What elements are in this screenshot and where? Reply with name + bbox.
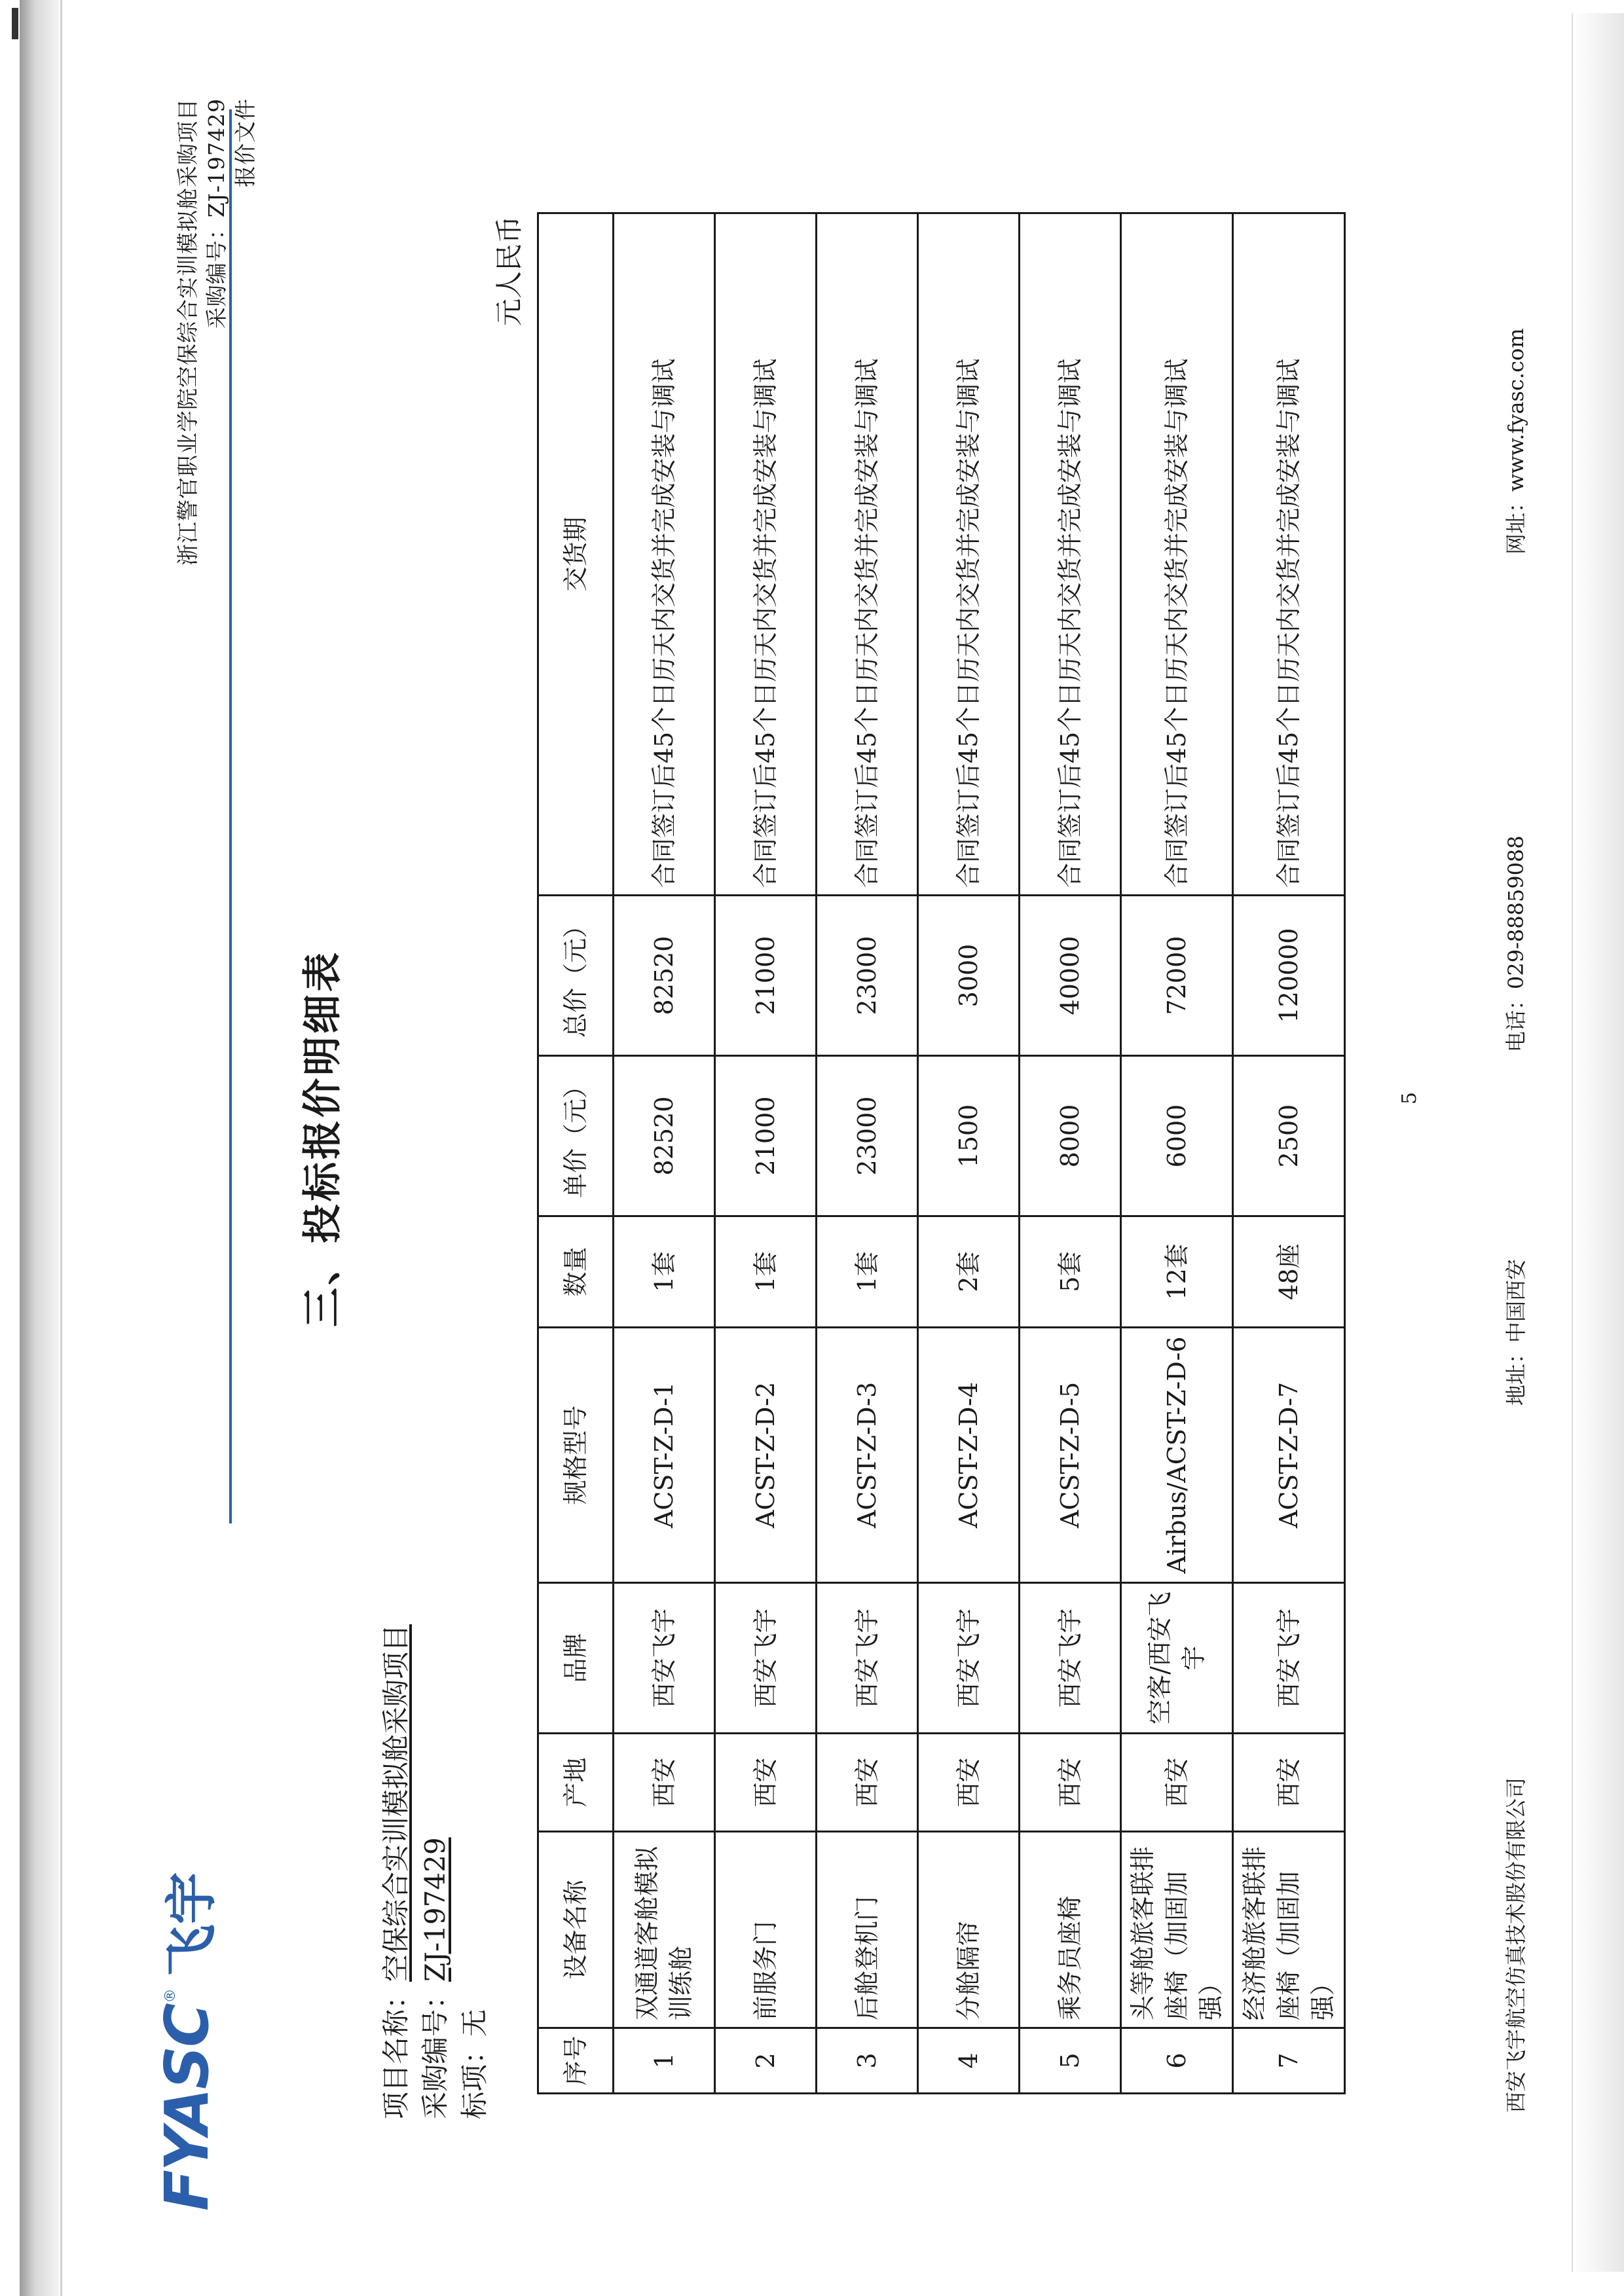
table-cell: ACST-Z-D-7 — [1233, 1328, 1345, 1583]
table-cell: 5套 — [1020, 1216, 1121, 1328]
table-cell: 前服务门 — [715, 1832, 817, 2028]
table-cell: ACST-Z-D-5 — [1020, 1328, 1121, 1583]
table-cell: 72000 — [1121, 896, 1233, 1056]
currency-unit: 元人民币 — [493, 216, 525, 327]
table-cell: 合同签订后45个日历天内交货并完成安装与调试 — [817, 213, 918, 896]
table-cell: 82520 — [614, 896, 715, 1056]
page-number: 5 — [1398, 1091, 1421, 1104]
table-cell: 合同签订后45个日历天内交货并完成安装与调试 — [1121, 213, 1233, 896]
table-cell: 3000 — [918, 896, 1020, 1056]
table-row — [715, 213, 817, 2094]
col-header: 设备名称 — [538, 1832, 614, 2028]
table-cell: 1套 — [817, 1216, 918, 1328]
header-doc-type: 报价文件 — [232, 98, 258, 187]
footer-address: 地址：中国西安 — [1504, 1258, 1528, 1406]
table-cell: 西安飞宇 — [1233, 1583, 1345, 1734]
table-cell: 乘务员座椅 — [1020, 1832, 1121, 2028]
table-cell: 4 — [918, 2028, 1020, 2094]
table-row — [1233, 213, 1345, 2094]
table-cell: 3 — [817, 2028, 918, 2094]
logo-chinese-name: 飞宇 — [160, 1872, 222, 1977]
table-row — [918, 213, 1020, 2094]
procurement-code-value: ZJ-197429 — [419, 1837, 451, 1982]
table-cell: ACST-Z-D-2 — [715, 1328, 817, 1583]
header-project: 浙江警官职业学院空保综合实训模拟舱采购项目 — [175, 98, 200, 566]
table-cell: 西安 — [1233, 1734, 1345, 1832]
col-header: 规格型号 — [538, 1328, 614, 1583]
col-header: 单价（元） — [538, 1056, 614, 1216]
table-cell: 合同签订后45个日历天内交货并完成安装与调试 — [715, 213, 817, 896]
table-cell: 48座 — [1233, 1216, 1345, 1328]
table-cell: 5 — [1020, 2028, 1121, 2094]
table-header-row — [538, 213, 614, 2094]
table-cell: 空客/西安飞宇 — [1121, 1583, 1233, 1734]
table-row — [817, 213, 918, 2094]
table-cell: 2套 — [918, 1216, 1020, 1328]
table-cell: Airbus/ACST-Z-D-6 — [1121, 1328, 1233, 1583]
table-cell: ACST-Z-D-1 — [614, 1328, 715, 1583]
table-cell: 23000 — [817, 896, 918, 1056]
table-cell: 后舱登机门 — [817, 1832, 918, 2028]
table-row — [1020, 213, 1121, 2094]
table-cell: 40000 — [1020, 896, 1121, 1056]
procurement-code-label: 采购编号： — [419, 1981, 451, 2119]
table-cell: 西安飞宇 — [817, 1583, 918, 1734]
header-divider — [229, 109, 232, 1523]
table-cell: ACST-Z-D-3 — [817, 1328, 918, 1583]
header-code: 采购编号：ZJ-197429 — [204, 98, 229, 329]
col-header: 总价（元） — [538, 896, 614, 1056]
col-header: 序号 — [538, 2028, 614, 2094]
table-cell: 西安飞宇 — [1020, 1583, 1121, 1734]
table-cell: 82520 — [614, 1056, 715, 1216]
table-cell: 合同签订后45个日历天内交货并完成安装与调试 — [918, 213, 1020, 896]
table-cell: 合同签订后45个日历天内交货并完成安装与调试 — [1233, 213, 1345, 896]
table-cell: 合同签订后45个日历天内交货并完成安装与调试 — [614, 213, 715, 896]
table-cell: 1套 — [715, 1216, 817, 1328]
table-cell: ACST-Z-D-4 — [918, 1328, 1020, 1583]
footer-company: 西安飞宇航空仿真技术股份有限公司 — [1504, 1777, 1528, 2113]
project-name-value: 空保综合实训模拟舱采购项目 — [380, 1624, 412, 1982]
table-cell: 8000 — [1020, 1056, 1121, 1216]
col-header: 交货期 — [538, 213, 614, 896]
footer-website: 网址：www.fyasc.com — [1504, 328, 1528, 555]
table-cell: 2500 — [1233, 1056, 1345, 1216]
table-cell: 分舱隔帘 — [918, 1832, 1020, 2028]
table-cell: 7 — [1233, 2028, 1345, 2094]
table-cell: 6000 — [1121, 1056, 1233, 1216]
project-meta — [377, 1624, 494, 2119]
logo-registered-mark: ® — [162, 1988, 179, 2003]
table-cell: 6 — [1121, 2028, 1233, 2094]
table-cell: 西安 — [1020, 1734, 1121, 1832]
table-cell: 21000 — [715, 1056, 817, 1216]
col-header: 产地 — [538, 1734, 614, 1832]
footer-phone: 电话：029-88859088 — [1504, 835, 1528, 1052]
table-cell: 西安飞宇 — [614, 1583, 715, 1734]
table-cell: 西安 — [817, 1734, 918, 1832]
table-row — [614, 213, 715, 2094]
col-header: 品牌 — [538, 1583, 614, 1734]
table-cell: 西安飞宇 — [715, 1583, 817, 1734]
table-cell: 西安 — [614, 1734, 715, 1832]
col-header: 数量 — [538, 1216, 614, 1328]
table-cell: 120000 — [1233, 896, 1345, 1056]
table-cell: 1 — [614, 2028, 715, 2094]
table-cell: 合同签订后45个日历天内交货并完成安装与调试 — [1020, 213, 1121, 896]
lot-label: 标项： — [458, 2036, 490, 2119]
table-cell: 头等舱旅客联排座椅（加固加强） — [1121, 1832, 1233, 2028]
table-cell: 1500 — [918, 1056, 1020, 1216]
table-cell: 23000 — [817, 1056, 918, 1216]
document-header — [174, 98, 260, 566]
logo-brand: FYASC — [151, 2004, 222, 2211]
lot-value: 无 — [458, 2009, 490, 2037]
table-cell: 双通道客舱模拟训练舱 — [614, 1832, 715, 2028]
bid-price-table — [537, 212, 1346, 2094]
project-name-label: 项目名称： — [380, 1981, 412, 2119]
table-cell: 经济舱旅客联排座椅（加固加强） — [1233, 1832, 1345, 2028]
table-cell: 12套 — [1121, 1216, 1233, 1328]
table-row — [1121, 213, 1233, 2094]
table-cell: 1套 — [614, 1216, 715, 1328]
company-logo — [147, 1872, 226, 2211]
table-cell: 2 — [715, 2028, 817, 2094]
page-title: 三、投标报价明细表 — [300, 950, 346, 1327]
table-cell: 西安 — [715, 1734, 817, 1832]
table-cell: 西安 — [1121, 1734, 1233, 1832]
table-cell: 西安 — [918, 1734, 1020, 1832]
table-cell: 21000 — [715, 896, 817, 1056]
table-cell: 西安飞宇 — [918, 1583, 1020, 1734]
